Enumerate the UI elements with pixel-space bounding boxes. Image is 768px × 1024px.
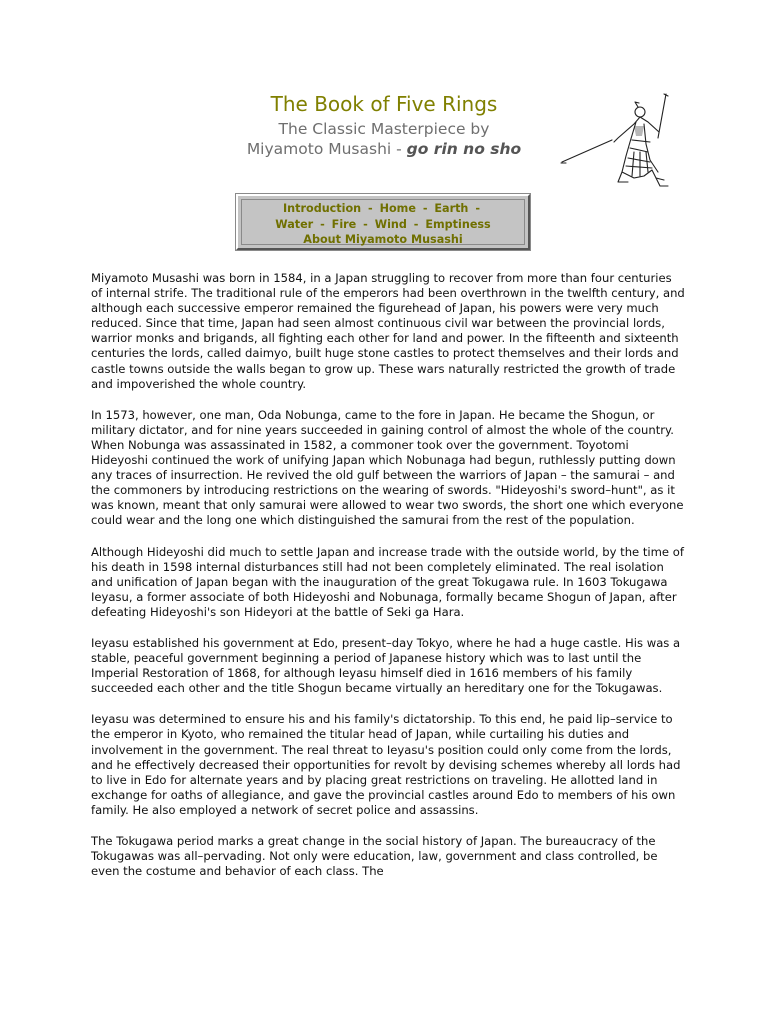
samurai-swordsman-icon [560,92,678,188]
page-subtitle [230,119,538,159]
paragraph: In 1573, however, one man, Oda Nobunga, came to the fore in Japan. He became the Shogun, or military dictator, and for nine years succeeded in gaining control of almost the whole of the country. When Nobunga was assassinated in 1582, a commoner took over the government. Toyotomi Hideyoshi continued the work of unifying Japan which Nobunaga had begun, ruthlessly putting down any traces of insurrection. He revived the old gulf between the warriors of Japan – the samurai – and the commoners by introducing restrictions on the wearing of swords. "Hideyoshi's sword–hunt", as it was known, meant that only samurai were allowed to wear two swords, the short one which everyone could wear and the long one which distinguished the samurai from the rest of the population. [91,407,684,528]
subtitle-line-1: The Classic Masterpiece by [278,120,490,138]
paragraph: Ieyasu established his government at Edo, present–day Tokyo, where he had a huge castle. His was a stable, peaceful government beginning a period of Japanese history which was to last until the Imperial Restoration of 1868, for although Ieyasu himself died in 1616 members of his family succeeded each other and the title Shogun became virtually an hereditary one for the Tokugawas. [91,635,681,696]
nav-link-about-musashi[interactable]: About Miyamoto Musashi [303,233,463,246]
paragraph: The Tokugawa period marks a great change in the social history of Japan. The bureaucracy of the Tokugawas was all–pervading. Not only were education, law, government and class controlled, be even the costume and behavior of each class. The [91,834,658,879]
nav-link-fire[interactable]: Fire [331,217,357,231]
navigation-links [241,199,525,245]
nav-link-water[interactable]: Water [275,217,314,231]
subtitle-japanese-title: go rin no sho [406,140,522,158]
nav-link-home[interactable]: Home [379,202,416,215]
nav-link-earth[interactable]: Earth [434,202,469,215]
paragraph: Although Hideyoshi did much to settle Japan and increase trade with the outside world, by the time of his death in 1598 internal disturbances still had not been completely eliminated. The real isolation and unification of Japan began with the inauguration of the great Tokugawa rule. In 1603 Tokugawa Ieyasu, a former associate of both Hideyoshi and Nobunaga, formally became Shogun of Japan, after defeating Hideyoshi's son Hideyori at the battle of Seki ga Hara. [91,544,684,619]
subtitle-author: Miyamoto Musashi - [246,140,407,158]
nav-separator: - [422,202,428,215]
nav-separator: - [363,217,368,231]
navigation-panel [236,194,530,250]
paragraph: Miyamoto Musashi was born in 1584, in a Japan struggling to recover from more than four centuries of internal strife. The traditional rule of the emperors had been overthrown in the twelfth century, and although each successive emperor remained the figurehead of Japan, his powers were very much reduced. Since that time, Japan had seen almost continuous civil war between the provincial lords, warrior monks and brigands, all fighting each other for land and power. In the fifteenth and sixteenth centuries the lords, called daimyo, built huge stone castles to protect themselves and their lords and castle towns outside the walls began to grow up. These wars naturally restricted the growth of trade and impoverished the whole country. [91,271,685,391]
nav-link-emptiness[interactable]: Emptiness [425,217,491,231]
nav-link-introduction[interactable]: Introduction [283,202,362,215]
page-header [230,90,538,159]
nav-separator: - [320,217,325,231]
nav-link-wind[interactable]: Wind [374,217,407,231]
nav-separator: - [475,202,480,215]
page-title: The Book of Five Rings [270,92,498,116]
article-body [91,271,685,895]
paragraph: Ieyasu was determined to ensure his and his family's dictatorship. To this end, he paid lip–service to the emperor in Kyoto, who remained the titular head of Japan, while curtailing his duties and involvement in the government. The real threat to Ieyasu's position could only come from the lords, and he effectively decreased their opportunities for revolt by devising schemes whereby all lords had to live in Edo for alternate years and by placing great restrictions on traveling. He allotted land in exchange for oaths of allegiance, and gave the provincial castles around Edo to members of his own family. He also employed a network of secret police and assassins. [91,712,681,817]
nav-separator: - [413,217,419,231]
nav-separator: - [368,202,373,215]
